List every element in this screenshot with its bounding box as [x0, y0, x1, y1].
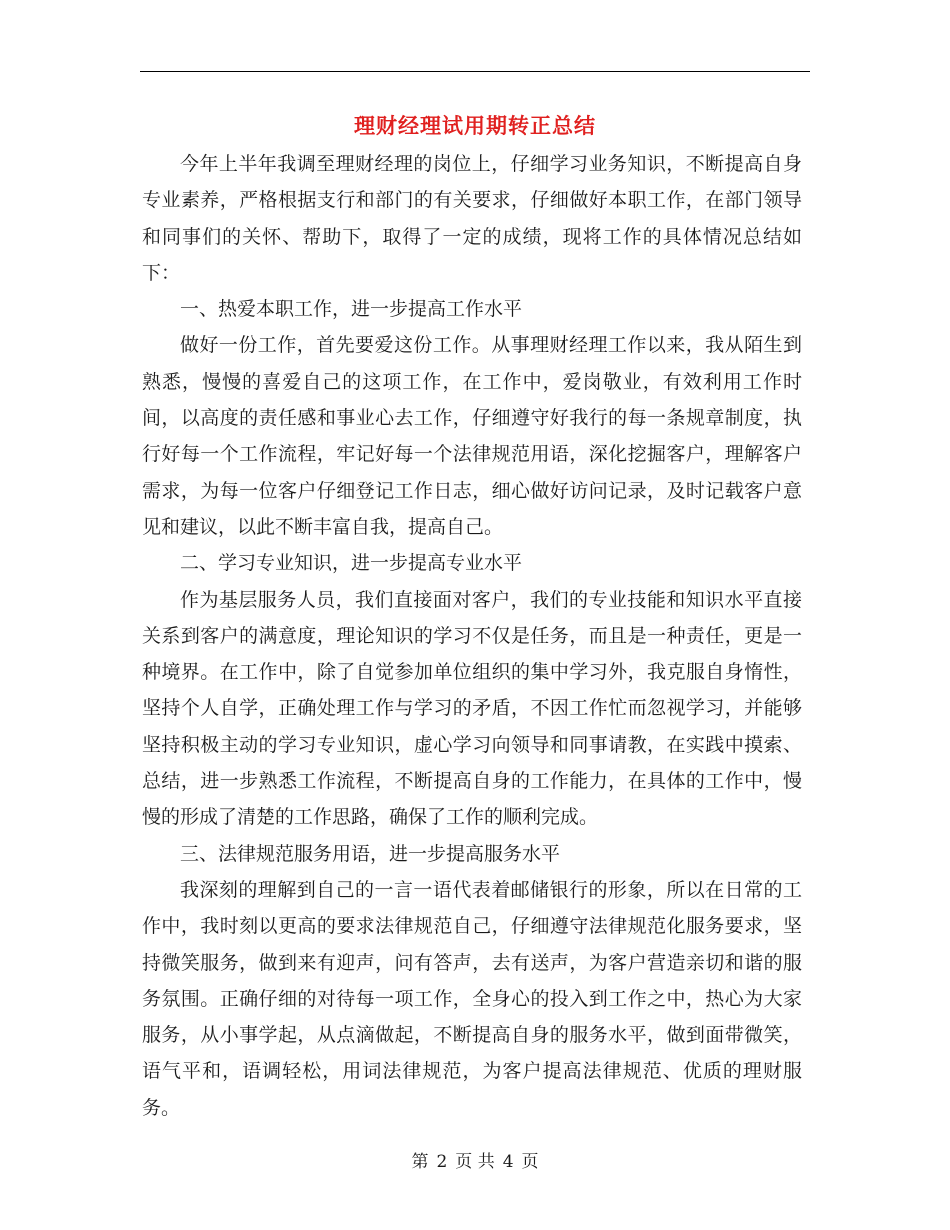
intro-paragraph: 今年上半年我调至理财经理的岗位上，仔细学习业务知识，不断提高自身专业素养，严格根据支行和部门的有关要求，仔细做好本职工作，在部门领导和同事们的关怀、帮助下，取得了一定的成绩，现将工作的具体情况总结如下：: [142, 153, 802, 284]
page-footer: [0, 1150, 950, 1174]
section-heading-1: 一、热爱本职工作，进一步提高工作水平: [180, 298, 523, 321]
document-body: [142, 146, 802, 1126]
header-rule: [140, 71, 810, 72]
footer-middle: 页 共: [455, 1152, 495, 1172]
section-heading-3: 三、法律规范服务用语，进一步提高服务水平: [180, 842, 561, 865]
section-paragraph-3: 我深刻的理解到自己的一言一语代表着邮储银行的形象，所以在日常的工作中，我时刻以更高的要求法律规范自己，仔细遵守法律规范化服务要求，坚持微笑服务，做到来有迎声，问有答声，去有送声，为客户营造亲切和谐的服务氛围。正确仔细的对待每一项工作，全身心的投入到工作之中，热心为大家服务，从小事学起，从点滴做起，不断提高自身的服务水平，做到面带微笑，语气平和，语调轻松，用词法律规范，为客户提高法律规范、优质的理财服务。: [142, 878, 802, 1119]
footer-suffix: 页: [521, 1152, 539, 1172]
footer-prefix: 第: [411, 1152, 429, 1172]
footer-current-page: 2: [436, 1152, 448, 1172]
document-title: 理财经理试用期转正总结: [354, 114, 596, 138]
section-heading-2: 二、学习专业知识，进一步提高专业水平: [180, 552, 523, 575]
section-paragraph-1: 做好一份工作，首先要爱这份工作。从事理财经理工作以来，我从陌生到熟悉，慢慢的喜爱自己的这项工作，在工作中，爱岗敬业，有效利用工作时间，以高度的责任感和事业心去工作，仔细遵守好我行的每一条规章制度，执行好每一个工作流程，牢记好每一个法律规范用语，深化挖掘客户，理解客户需求，为每一位客户仔细登记工作日志，细心做好访问记录，及时记载客户意见和建议，以此不断丰富自我，提高自己。: [142, 334, 802, 538]
footer-total-pages: 4: [502, 1152, 514, 1172]
section-paragraph-2: 作为基层服务人员，我们直接面对客户，我们的专业技能和知识水平直接关系到客户的满意度，理论知识的学习不仅是任务，而且是一种责任，更是一种境界。在工作中，除了自觉参加单位组织的集中学习外，我克服自身惰性，坚持个人自学，正确处理工作与学习的矛盾，不因工作忙而忽视学习，并能够坚持积极主动的学习专业知识，虚心学习向领导和同事请教，在实践中摸索、总结，进一步熟悉工作流程，不断提高自身的工作能力，在具体的工作中，慢慢的形成了清楚的工作思路，确保了工作的顺利完成。: [142, 588, 802, 829]
